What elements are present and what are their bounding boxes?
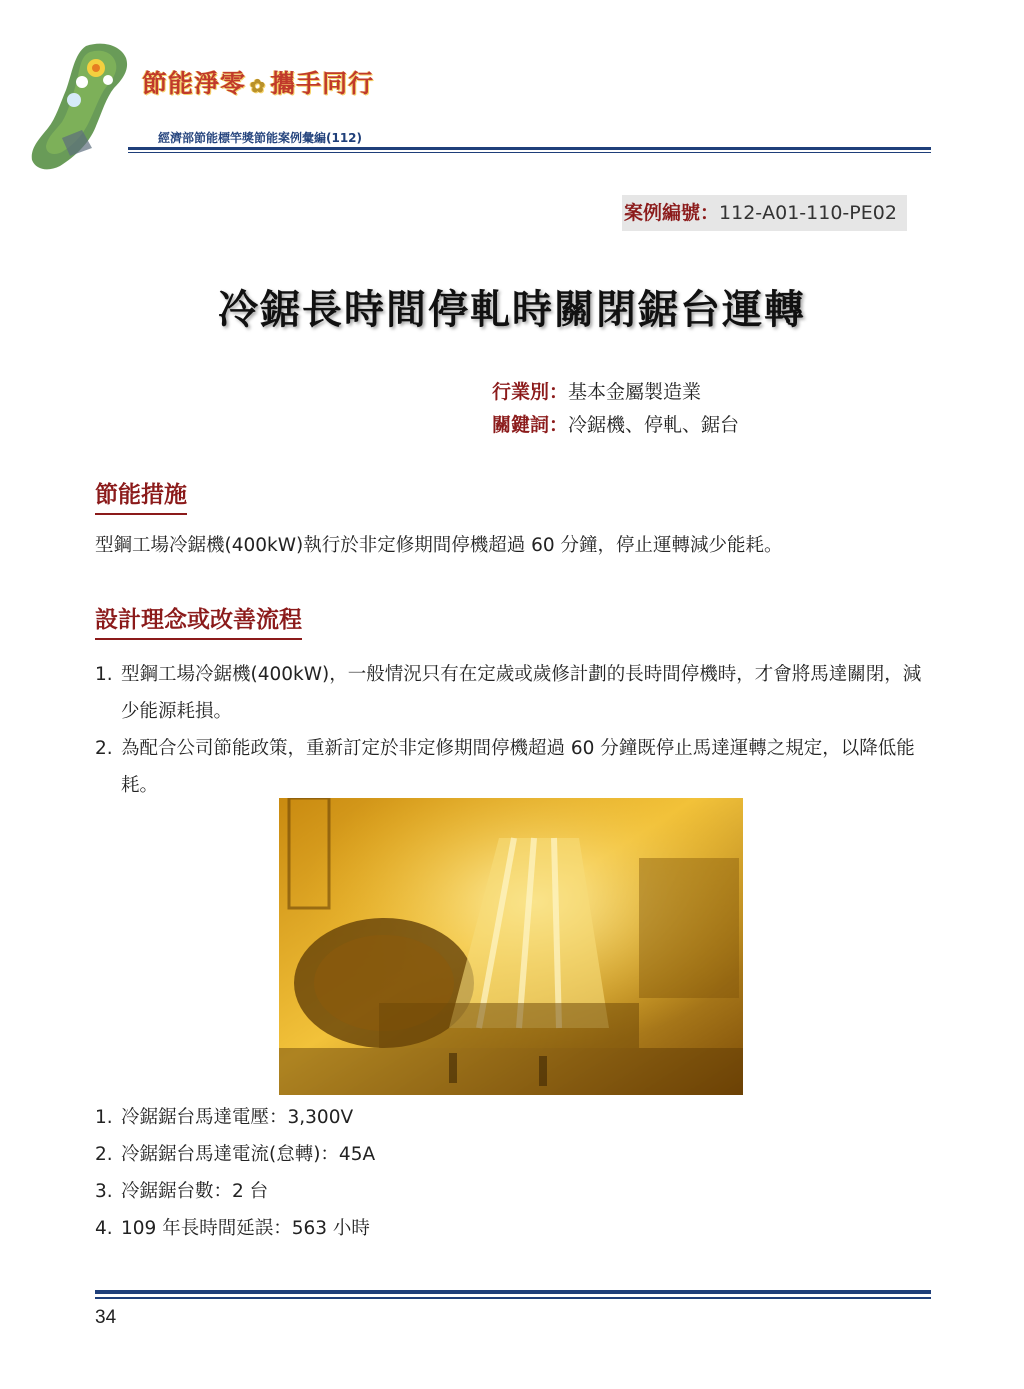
- list-item-text: 冷鋸鋸台數：2 台: [121, 1181, 269, 1202]
- taiwan-logo: [26, 38, 186, 178]
- list-item-number: 2.: [95, 1144, 113, 1165]
- list-item-number: 4.: [95, 1218, 113, 1239]
- footer-rule: [95, 1290, 931, 1294]
- measures-text: 型鋼工場冷鋸機(400kW)執行於非定修期間停機超過 60 分鐘，停止運轉減少能耗。: [95, 535, 783, 556]
- slogan-left: 節能淨零: [142, 69, 247, 98]
- spec-list: [95, 1099, 930, 1247]
- case-number-value: 112-A01-110-PE02: [719, 202, 897, 224]
- keywords-line: [492, 410, 739, 437]
- list-item: [95, 1173, 930, 1210]
- keywords-value: 冷鋸機、停軋、鋸台: [568, 414, 740, 436]
- case-number: [622, 195, 907, 231]
- header-slogan: [142, 64, 374, 100]
- list-item-text: 型鋼工場冷鋸機(400kW)，一般情況只有在定歲或歲修計劃的長時間停機時，才會將馬達關閉，減少能源耗損。: [121, 664, 922, 722]
- cold-saw-photo: [279, 798, 743, 1095]
- list-item-text: 冷鋸鋸台馬達電流(怠轉)：45A: [121, 1144, 376, 1165]
- header-rule-thin: [128, 152, 931, 153]
- keywords-label: 關鍵詞：: [492, 414, 569, 436]
- slogan-right: 攜手同行: [270, 69, 375, 98]
- list-item: [95, 1210, 930, 1247]
- list-item-number: 2.: [95, 738, 113, 759]
- footer-rule-thin: [95, 1297, 931, 1299]
- industry-label: 行業別：: [492, 381, 569, 403]
- case-number-label: 案例編號：: [624, 202, 720, 224]
- section-heading-design: 設計理念或改善流程: [95, 601, 302, 640]
- taiwan-map-icon: [26, 38, 186, 178]
- list-item-text: 109 年長時間延誤：563 小時: [121, 1218, 370, 1239]
- list-item-text: 為配合公司節能政策，重新訂定於非定修期間停機超過 60 分鐘既停止馬達運轉之規定，以降低能耗。: [121, 738, 915, 796]
- header-rule: [128, 147, 931, 150]
- industry-value: 基本金屬製造業: [568, 381, 702, 403]
- section-heading-measures: 節能措施: [95, 476, 187, 515]
- list-item-number: 3.: [95, 1181, 113, 1202]
- header-subtitle: 經濟部節能標竿獎節能案例彙編(112): [158, 131, 363, 145]
- list-item-number: 1.: [95, 1107, 113, 1128]
- design-steps-list: [95, 656, 930, 804]
- industry-line: [492, 377, 701, 404]
- page-number: 34: [95, 1307, 117, 1328]
- flower-icon: ✿: [250, 76, 267, 97]
- list-item-text: 冷鋸鋸台馬達電壓：3,300V: [121, 1107, 354, 1128]
- list-item: [95, 656, 930, 730]
- list-item: [95, 1136, 930, 1173]
- page-title: 冷鋸長時間停軋時關閉鋸台運轉: [218, 287, 806, 333]
- list-item-number: 1.: [95, 664, 113, 685]
- list-item: [95, 1099, 930, 1136]
- list-item: [95, 730, 930, 804]
